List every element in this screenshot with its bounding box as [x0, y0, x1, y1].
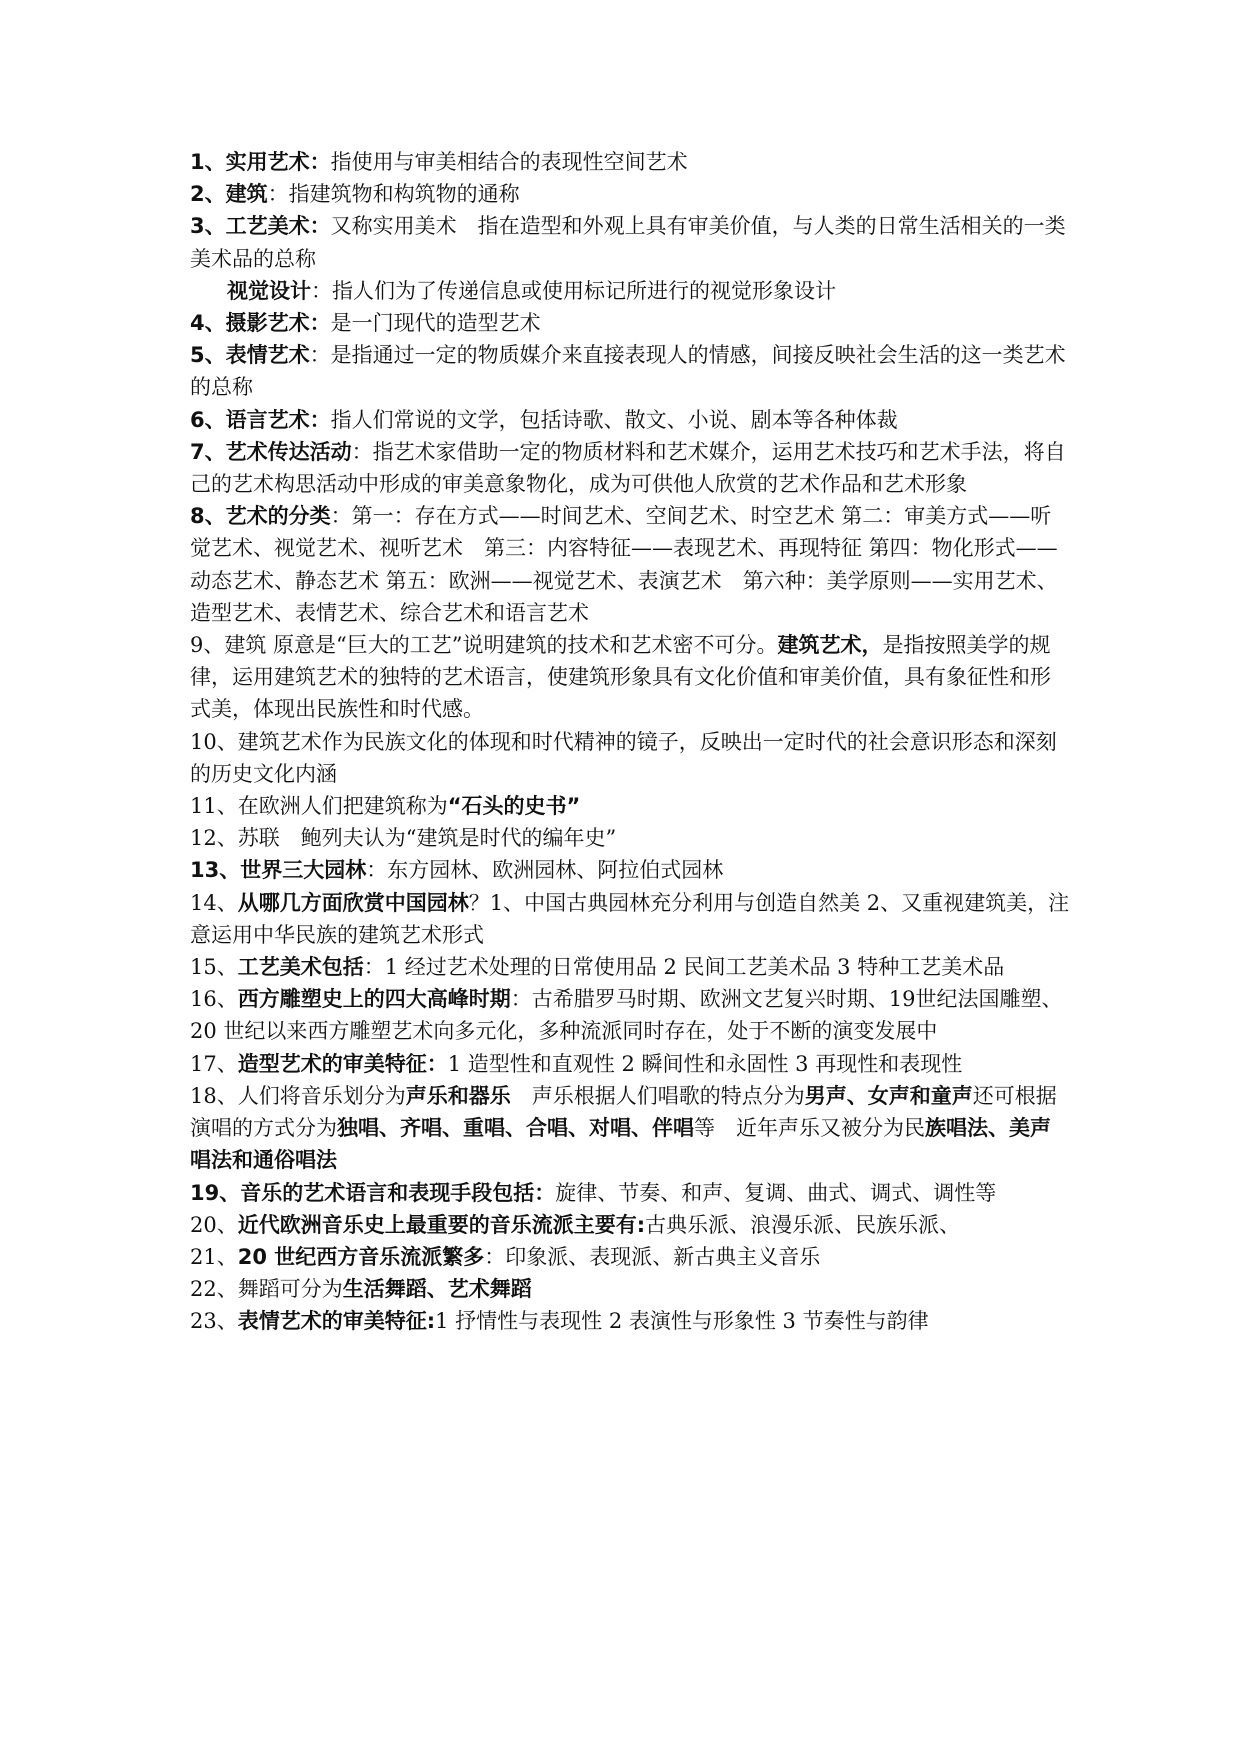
definition: 1 造型性和直观性 2 瞬间性和永固性 3 再现性和表现性 [447, 1051, 963, 1076]
term: 6、语言艺术： [190, 407, 331, 432]
text-segment: 14、 [190, 890, 238, 915]
entry-7 [190, 436, 1070, 500]
term: 8、艺术的分类 [190, 504, 331, 529]
definition: 是一门现代的造型艺术 [330, 311, 541, 336]
definition: 又称实用美术 指在造型和外观上具有审美价值，与人类的日常生活相关的一类美术品的总称 [190, 214, 1066, 271]
entry-16 [190, 983, 1070, 1047]
term: 工艺美术包括 [237, 955, 364, 980]
term: 男声、女声和童声 [804, 1083, 973, 1108]
definition: ：是指通过一定的物质媒介来直接表现人的情感，间接反映社会生活的这一类艺术的总称 [190, 343, 1066, 400]
text-segment: 12、苏联 鲍列夫认为“建筑是时代的编年史” [190, 826, 617, 851]
term: 造型艺术的审美特征： [237, 1051, 448, 1076]
text-segment: 10、建筑艺术作为民族文化的体现和时代精神的镜子，反映出一定时代的社会意识形态和深刻的历史文化内涵 [190, 729, 1057, 786]
entry-5 [190, 339, 1070, 403]
term: 视觉设计 [227, 278, 311, 303]
text-segment: 17、 [190, 1051, 238, 1076]
term: 19、音乐的艺术语言和表现手段包括： [190, 1180, 556, 1205]
entry-14 [190, 887, 1070, 951]
definition: ？1、中国古典园林充分利用与创造自然美 2、又重视建筑美，注意运用中华民族的建筑艺术形式 [190, 890, 1070, 947]
definition: ：印象派、表现派、新古典主义音乐 [484, 1244, 821, 1269]
definition: ：1 经过艺术处理的日常使用品 2 民间工艺美术品 3 特种工艺美术品 [363, 955, 1005, 980]
definition: ：东方园林、欧洲园林、阿拉伯式园林 [366, 858, 724, 883]
term: 5、表情艺术 [190, 343, 310, 368]
text-segment: 22、舞蹈可分为 [190, 1277, 343, 1302]
entry-3 [190, 210, 1070, 274]
entry-visual-design [190, 275, 1070, 307]
document-page [190, 146, 1070, 1338]
text-segment: 声乐根据人们唱歌的特点分为 [510, 1083, 805, 1108]
term: 近代欧洲音乐史上最重要的音乐流派主要有: [237, 1212, 646, 1237]
term: 20 世纪西方音乐流派繁多 [237, 1244, 485, 1269]
entry-13 [190, 854, 1070, 886]
text-segment: 23、 [190, 1309, 238, 1334]
term: 4、摄影艺术： [190, 311, 331, 336]
entry-2 [190, 178, 1070, 210]
definition: ：指人们为了传递信息或使用标记所进行的视觉形象设计 [311, 278, 836, 303]
term: 13、世界三大园林 [190, 858, 367, 883]
entry-10 [190, 726, 1070, 790]
entry-19 [190, 1177, 1070, 1209]
entry-6 [190, 404, 1070, 436]
entry-8 [190, 500, 1070, 629]
definition: 指人们常说的文学，包括诗歌、散文、小说、剧本等各种体裁 [330, 407, 898, 432]
entry-12 [190, 822, 1070, 854]
term: 建筑艺术， [777, 633, 883, 658]
definition: 是指按照美学的规律，运用建筑艺术的独特的艺术语言，使建筑形象具有文化价值和审美价值，具有象征性和形式美，体现出民族性和时代感。 [190, 633, 1051, 722]
text-segment: 等 近年声乐又被分为民 [694, 1116, 925, 1141]
term: 1、实用艺术： [190, 150, 331, 174]
term: 生活舞蹈、艺术舞蹈 [342, 1277, 532, 1302]
term: 2、建筑 [190, 182, 268, 207]
entry-20 [190, 1209, 1070, 1241]
definition: ：第一：存在方式——时间艺术、空间艺术、时空艺术 第二：审美方式——听觉艺术、视觉艺术、视听艺术 第三：内容特征——表现艺术、再现特征 第四：物化形式——动态艺术、静态艺术 第五：欧洲——视觉艺术、表演艺术 第六种：美学原则——实用艺术、造型艺术、表情艺术、综合艺术和语言艺术 [190, 504, 1058, 625]
entry-1 [190, 146, 1070, 178]
definition: ：指建筑物和构筑物的通称 [267, 182, 520, 207]
term: “石头的史书” [447, 794, 581, 819]
text-segment: 20、 [190, 1212, 238, 1237]
text-segment: 18、人们将音乐划分为 [190, 1083, 406, 1108]
text-segment: 9、建筑 原意是“巨大的工艺”说明建筑的技术和艺术密不可分。 [190, 633, 778, 658]
term: 族唱法、美声唱法和通俗唱法 [190, 1116, 1051, 1173]
entry-18 [190, 1080, 1070, 1177]
definition: ：古希腊罗马时期、欧洲文艺复兴时期、19世纪法国雕塑、20 世纪以来西方雕塑艺术向多元化，多种流派同时存在，处于不断的演变发展中 [190, 987, 1063, 1044]
term: 从哪几方面欣赏中国园林 [237, 890, 469, 915]
term: 表情艺术的审美特征: [237, 1309, 436, 1334]
text-segment: 11、在欧洲人们把建筑称为 [190, 794, 448, 819]
entry-22 [190, 1273, 1070, 1305]
definition: 古典乐派、浪漫乐派、民族乐派、 [645, 1212, 961, 1237]
term: 西方雕塑史上的四大高峰时期 [237, 987, 511, 1012]
entry-23 [190, 1305, 1070, 1337]
text-segment: 16、 [190, 987, 238, 1012]
entry-21 [190, 1241, 1070, 1273]
term: 独唱、齐唱、重唱、合唱、对唱、伴唱 [337, 1116, 694, 1141]
term: 7、艺术传达活动 [190, 439, 352, 464]
text-segment: 还可根据演唱的方式分为 [190, 1083, 1057, 1141]
definition: 1 抒情性与表现性 2 表演性与形象性 3 节奏性与韵律 [435, 1309, 929, 1334]
definition: ：指艺术家借助一定的物质材料和艺术媒介，运用艺术技巧和艺术手法，将自己的艺术构思活动中形成的审美意象物化，成为可供他人欣赏的艺术作品和艺术形象 [190, 439, 1066, 497]
entry-9 [190, 629, 1070, 726]
definition: 旋律、节奏、和声、复调、曲式、调式、调性等 [555, 1180, 997, 1205]
term: 3、工艺美术： [190, 214, 331, 239]
entry-11 [190, 790, 1070, 822]
definition: 指使用与审美相结合的表现性空间艺术 [330, 150, 688, 174]
entry-15 [190, 951, 1070, 983]
term: 声乐和器乐 [405, 1083, 511, 1108]
entry-4 [190, 307, 1070, 339]
text-segment: 15、 [190, 955, 238, 980]
text-segment: 21、 [190, 1244, 238, 1269]
entry-17 [190, 1048, 1070, 1080]
